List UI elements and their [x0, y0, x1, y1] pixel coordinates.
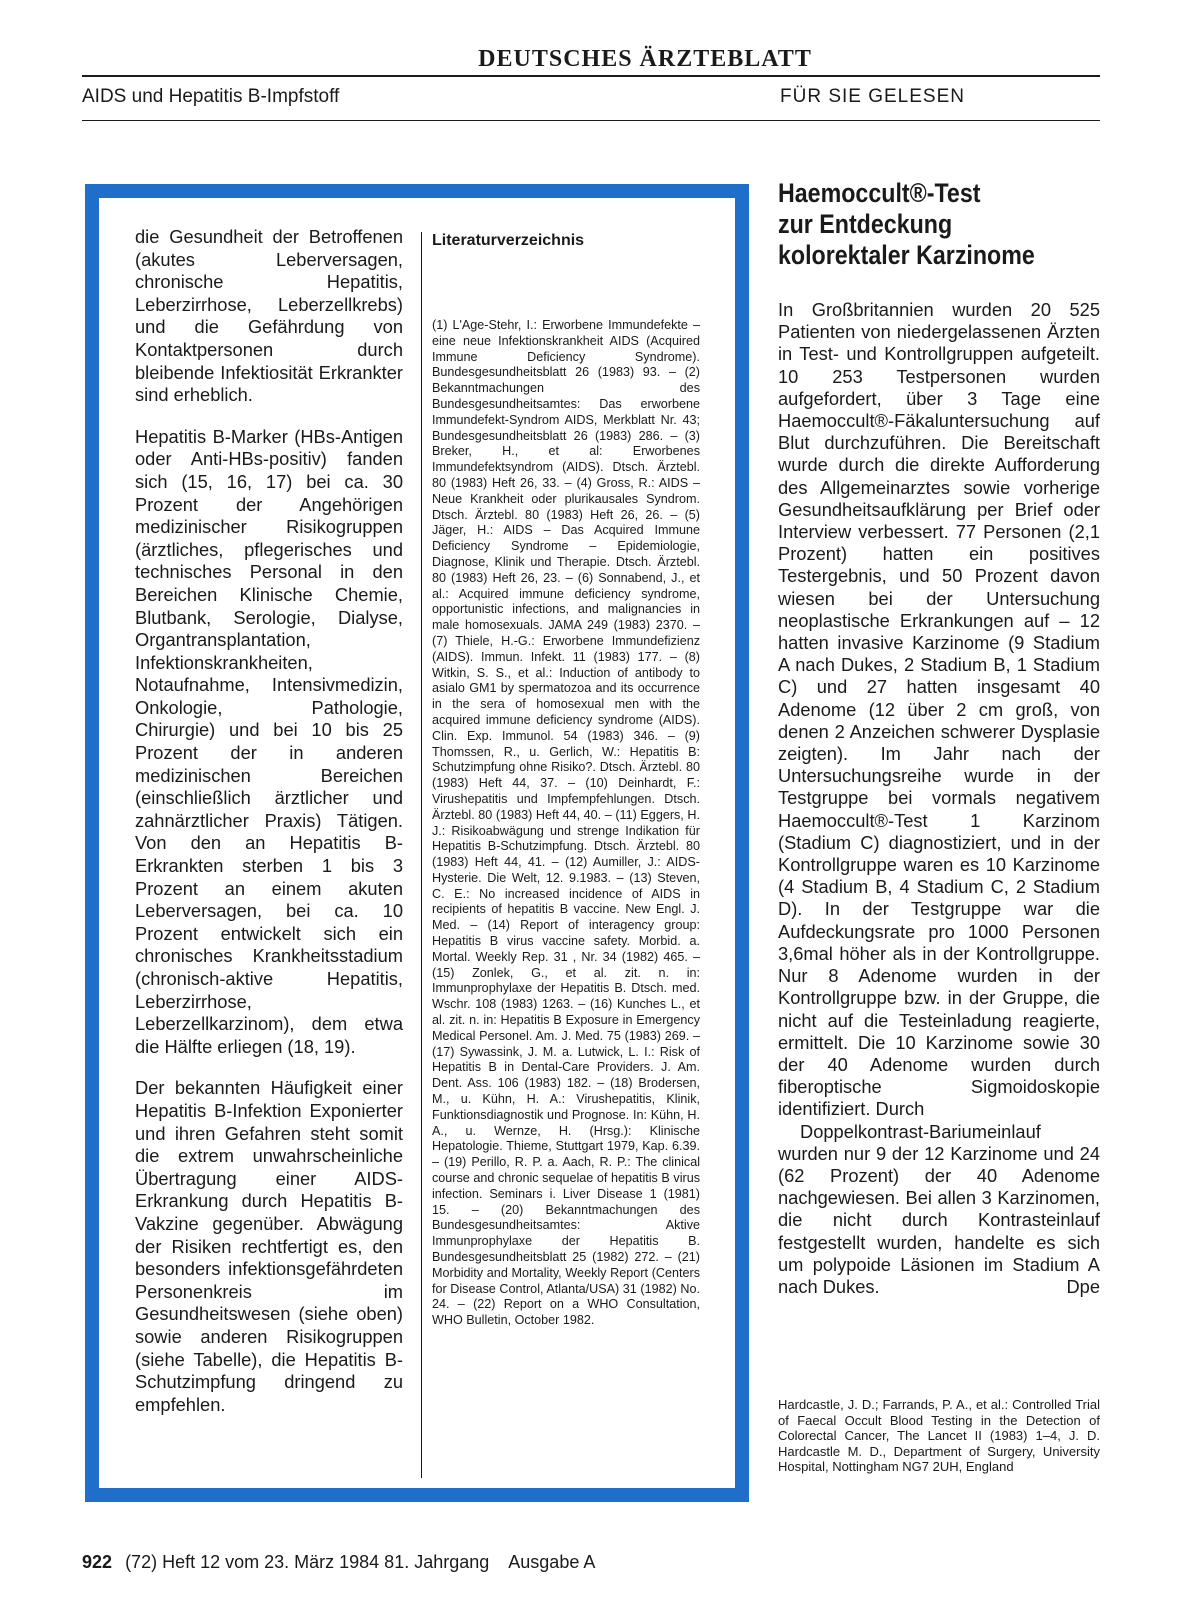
- edition-label: Ausgabe A: [508, 1552, 596, 1572]
- page-number: 922: [82, 1552, 113, 1572]
- issue-info: (72) Heft 12 vom 23. März 1984 81. Jahrgang: [125, 1552, 490, 1572]
- section-label: FÜR SIE GELESEN: [780, 86, 965, 107]
- article-title: [778, 178, 1053, 271]
- article-body-main: In Großbritannien wurden 20 525 Patienten von niedergelassenen Ärzten in Test- und Kontrollgruppen aufgeteilt. 10 253 Testpersonen wurden aufgefordert, über 3 Tage eine Haemoccult®-Fäkaluntersuchung auf Blut durchzuführen. Die Bereitschaft wurde durch die direkte Aufforderung des Allgemeinarztes sowie vorherige Gesundheitsaufklärung per Brief oder Interview verbessert. 77 Personen (2,1 Prozent) hatten ein positives Testergebnis, und 50 Prozent davon wiesen bei der Untersuchung neoplastische Erkrankungen auf – 12 hatten invasive Karzinome (9 Stadium A nach Dukes, 2 Stadium B, 1 Stadium C) und 27 hatten insgesamt 40 Adenome (12 über 2 cm groß, von denen 2 Anzeichen schwerer Dysplasie zeigten). Im Jahr nach der Untersuchungsreihe wurde in der Testgruppe bei vormals negativem Haemoccult®-Test 1 Karzinom (Stadium C) diagnostiziert, und in der Kontrollgruppe waren es 10 Karzinome (4 Stadium B, 4 Stadium C, 2 Stadium D). In der Testgruppe war die Aufdeckungsrate pro 1000 Personen 3,6mal höher als in der Kontrollgruppe. Nur 8 Adenome wurden in der Kontrollgruppe bzw. in der Gruppe, die nicht auf die Testeinladung reagierte, ermittelt. Die 10 Karzinome sowie 30 der 40 Adenome wurden durch fiberoptische Sigmoidoskopie identifiziert. Durch: [778, 299, 1100, 1120]
- page-footer: [82, 1552, 595, 1573]
- author-initials: Dpe: [1066, 1275, 1100, 1297]
- article-source-citation: Hardcastle, J. D.; Farrands, P. A., et al.: Controlled Trial of Faecal Occult Blood Testing in the Detection of Colorectal Cancer, The Lancet II (1983) 1–4, J. D. Hardcastle M. D., Department of Surgery, University Hospital, Nottingham NG7 2UH, England: [778, 1397, 1100, 1475]
- article-body-continued: Doppelkontrast-Bariumeinlauf wurden nur 9 der 12 Karzinome und 24 (62 Prozent) der 40 Adenome nachgewiesen. Bei allen 3 Karzinomen, die nicht durch Kontrasteinlauf festgestellt wurden, handelte es sich um polypoide Läsionen im Stadium A nach Dukes. Dpe: [778, 1120, 1100, 1297]
- box-text-column: [135, 226, 403, 1435]
- header-rule: [82, 75, 1100, 77]
- article-title-line-2: zur Entdeckung: [778, 209, 953, 239]
- section-title: AIDS und Hepatitis B-Impfstoff: [82, 86, 340, 107]
- box-paragraph-3: Der bekannten Häufigkeit einer Hepatitis B-Infektion Exponierter und ihren Gefahren steht somit die extrem unwahrscheinliche Übertragung einer AIDS-Erkrankung durch Hepatitis B-Vakzine gegenüber. Abwägung der Risiken rechtfertigt es, den besonders infektionsgefährdeten Personenkreis im Gesundheitswesen (siehe oben) sowie anderen Risikogruppen (siehe Tabelle), die Hepatitis B-Schutzimpfung dringend zu empfehlen.: [135, 1077, 403, 1415]
- article-title-line-1: Haemoccult®-Test: [778, 178, 981, 208]
- references-heading: Literaturverzeichnis: [432, 232, 585, 249]
- box-paragraph-2: Hepatitis B-Marker (HBs-Antigen oder Anti-HBs-positiv) fanden sich (15, 16, 17) bei ca. 30 Prozent der Angehörigen medizinischer Risikogruppen (ärztliches, pflegerisches und technisches Personal in den Bereichen Klinische Chemie, Blutbank, Serologie, Dialyse, Organtransplantation, Infektionskrankheiten, Notaufnahme, Intensivmedizin, Onkologie, Pathologie, Chirurgie) und bei 10 bis 25 Prozent der in anderen medizinischen Bereichen (einschließlich ärztlicher und zahnärztlicher Praxis) Tätigen. Von den an Hepatitis B-Erkrankten sterben 1 bis 3 Prozent an einem akuten Leberversagen, bei ca. 10 Prozent entwickelt sich ein chronisches Krankheitsstadium (chronisch-aktive Hepatitis, Leberzirrhose, Leberzellkarzinom), dem etwa die Hälfte erliegen (18, 19).: [135, 425, 403, 1057]
- box-paragraph-1: die Gesundheit der Betroffenen (akutes Leberversagen, chronische Hepatitis, Leberzirrhose, Leberzellkrebs) und die Gefährdung von Kontaktpersonen durch bleibende Infektiosität Erkrankter sind erheblich.: [135, 226, 403, 406]
- references-list: (1) L'Age-Stehr, I.: Erworbene Immundefekte – eine neue Infektionskrankheit AIDS (Acquired Immune Deficiency Syndrome). Bundesgesundheitsblatt 26 (1983) 93. – (2) Bekanntmachungen des Bundesgesundheitsamtes: Das erworbene Immundefekt-Syndrom AIDS, Merkblatt Nr. 43; Bundesgesundheitsblatt 26 (1983) 286. – (3) Breker, H., et al: Erworbenes Immundefektsyndrom (AIDS). Dtsch. Ärztebl. 80 (1983) Heft 26, 33. – (4) Gross, R.: AIDS – Neue Krankheit oder plurikausales Syndrom. Dtsch. Ärztebl. 80 (1983) Heft 26, 26. – (5) Jäger, H.: AIDS – Das Acquired Immune Deficiency Syndrome – Epidemiologie, Diagnose, Klinik und Therapie. Dtsch. Ärztebl. 80 (1983) Heft 26, 23. – (6) Sonnabend, J., et al.: Acquired immune deficiency syndrome, opportunistic infections, and malignancies in male homosexuals. JAMA 249 (1983) 2370. – (7) Thiele, H.-G.: Erworbene Immundefizienz (AIDS). Immun. Infekt. 11 (1983) 177. – (8) Witkin, S. S., et al.: Induction of antibody to asialo GM1 by spermatozoa and its occurrence in the sera of homosexual men with the acquired immune deficiency syndrome (AIDS). Clin. Exp. Immunol. 54 (1983) 346. – (9) Thomssen, R., u. Gerlich, W.: Hepatitis B: Schutzimpfung ohne Risiko?. Dtsch. Ärztebl. 80 (1983) Heft 44, 37. – (10) Deinhardt, F.: Virushepatitis und Impfempfehlungen. Dtsch. Ärztebl. 80 (1983) Heft 44, 40. – (11) Eggers, H. J.: Risikoabwägung und strenge Indikation für Hepatitis B-Schutzimpfung. Dtsch. Ärztebl. 80 (1983) Heft 44, 41. – (12) Aumiller, J.: AIDS-Hysterie. Die Welt, 12. 9.1983. – (13) Steven, C. E.: No increased incidence of AIDS in recipients of hepatitis B vaccine. New Engl. J. Med. – (14) Report of interagency group: Hepatitis B virus vaccine safety. Morbid. a. Mortal. Weekly Rep. 31 , Nr. 34 (1982) 465. – (15) Zonlek, G., et al. zit. n. in: Immunprophylaxe der Hepatitis B. Dtsch. med. Wschr. 108 (1983) 1263. – (16) Kunches L., et al. zit. n. in: Hepatitis B Exposure in Emergency Medical Personel. Am. J. Med. 75 (1983) 269. – (17) Sywassink, J. M. a. Lutwick, L. I.: Risk of Hepatitis B in Dental-Care Providers. J. Am. Dent. Ass. 106 (1983) 182. – (18) Brodersen, M., u. Kühn, H. A.: Virushepatitis, Klinik, Funktionsdiagnostik und Prognose. In: Kühn, H. A., u. Wernze, H. (Hrsg.): Klinische Hepatologie. Thieme, Stuttgart 1979, Kap. 6.39. – (19) Perillo, R. P. a. Aach, R. P.: The clinical course and chronic sequelae of hepatitis B virus infection. Seminars i. Liver Disease 1 (1981) 15. – (20) Bekanntmachungen des Bundesgesundheitsamtes: Aktive Immunprophylaxe der Hepatitis B. Bundesgesundheitsblatt 25 (1982) 272. – (21) Morbidity and Mortality, Weekly Report (Centers for Disease Control, Atlanta/USA) 31 (1982) No. 24. – (22) Report on a WHO Consultation, WHO Bulletin, October 1982.: [432, 318, 700, 1328]
- header-rule-lower: [82, 120, 1100, 121]
- column-divider: [421, 232, 422, 1478]
- article-title-line-3: kolorektaler Karzinome: [778, 240, 1035, 270]
- masthead: DEUTSCHES ÄRZTEBLATT: [478, 46, 812, 72]
- article-body: [778, 299, 1100, 1298]
